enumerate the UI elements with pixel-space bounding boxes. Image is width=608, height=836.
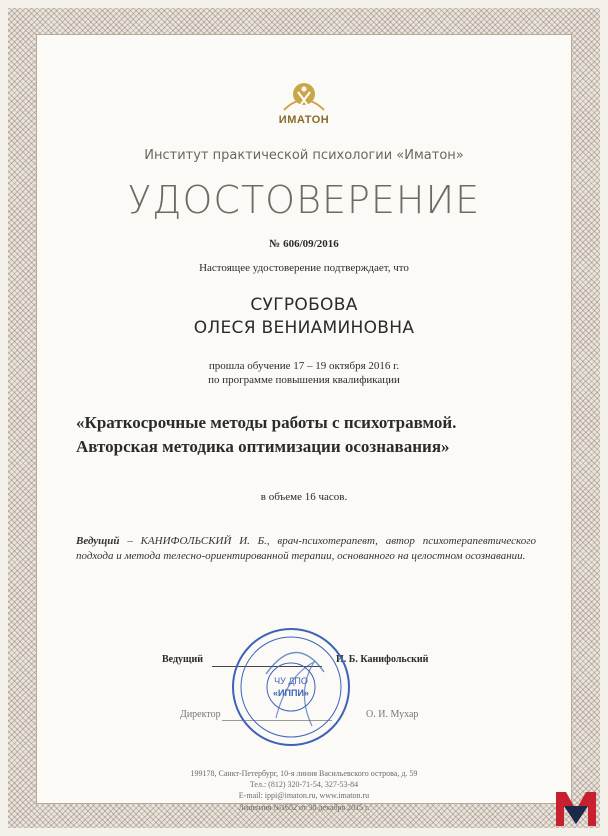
lead-text: – КАНИФОЛЬСКИЙ И. Б., врач-психотерапевт, автор психотерапевтического подхода и метода телесно-ориентированной терапии, основанного на целостном осознавании.: [76, 535, 536, 562]
course-volume: в объеме 16 часов.: [260, 491, 348, 503]
official-stamp: [226, 622, 356, 752]
imaton-logo: [256, 80, 352, 132]
director-signature-name: О. И. Мухар: [366, 709, 419, 720]
program-title-line1: «Краткосрочные методы работы с психотравмой.: [76, 413, 457, 432]
certificate-number: № 606/09/2016: [269, 238, 339, 250]
m-brand-icon: [552, 786, 600, 830]
logo-text: ИМАТОН: [278, 114, 330, 126]
stamp-center-line1: ЧУ ДПО: [274, 676, 308, 686]
logo-emblem-icon: [256, 80, 352, 114]
lead-label: Ведущий: [76, 535, 120, 547]
footer-phone: Тел.: (812) 320-71-54, 327-53-84: [249, 780, 359, 789]
lead-signature-name: И. Б. Канифольский: [336, 654, 429, 665]
study-dates: прошла обучение 17 – 19 октября 2016 г.: [208, 360, 400, 372]
program-title-line2: Авторская методика оптимизации осознавания»: [76, 437, 450, 456]
document-title: УДОСТОВЕРЕНИЕ: [127, 178, 481, 222]
lead-description: [76, 534, 536, 564]
stamp-center-line2: «ИППИ»: [273, 688, 309, 698]
holder-given-names: ОЛЕСЯ ВЕНИАМИНОВНА: [193, 318, 415, 338]
footer-license: Лицензия №1652 от 30 декабря 2015 г.: [238, 803, 370, 812]
director-signature-label: Директор: [180, 709, 221, 720]
lead-signature-label: Ведущий: [162, 654, 204, 665]
institute-name: Институт практической психологии «Иматон»: [144, 148, 464, 163]
holder-surname: СУГРОБОВА: [250, 295, 358, 315]
footer-address: 199178, Санкт-Петербург, 10-я линия Васильевского острова, д. 59: [190, 769, 418, 778]
confirm-text: Настоящее удостоверение подтверждает, что: [199, 262, 409, 274]
footer-email: E-mail: ippi@imaton.ru, www.imaton.ru: [238, 791, 370, 800]
study-program-type: по программе повышения квалификации: [208, 374, 400, 386]
